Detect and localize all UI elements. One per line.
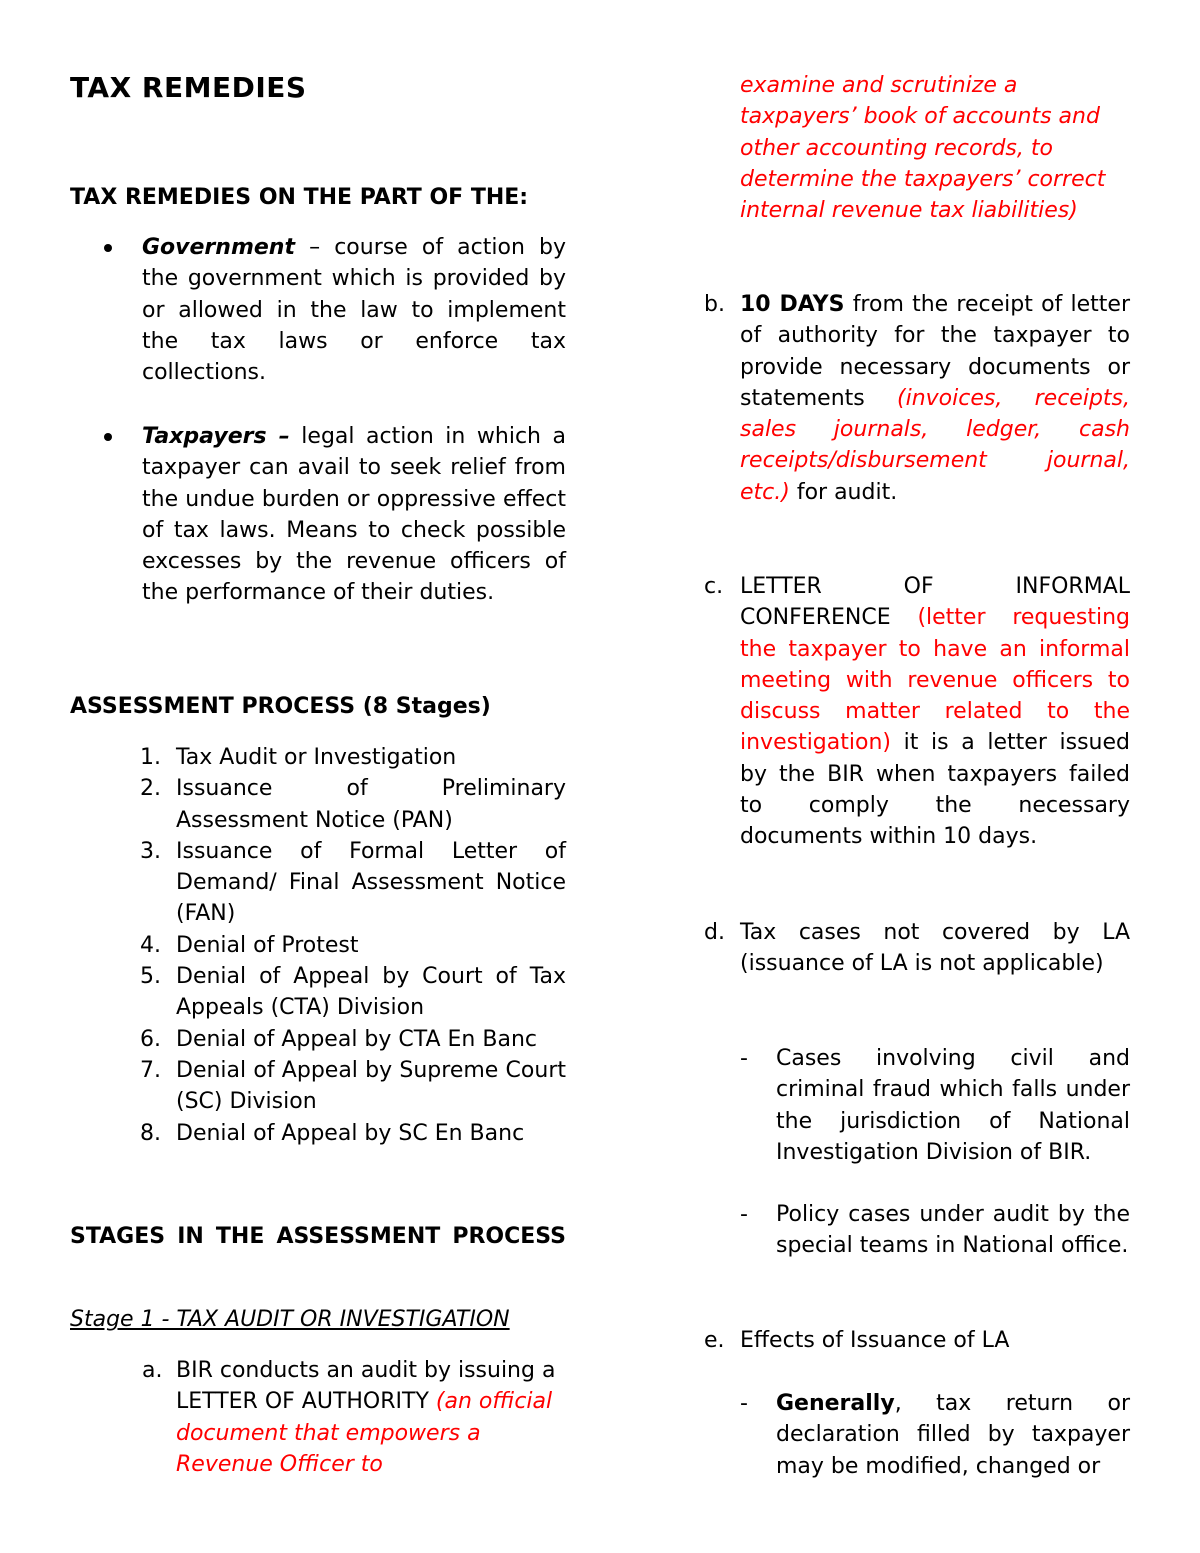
item-b-tail: for audit.: [789, 479, 898, 505]
list-number: 2.: [140, 776, 161, 802]
bullet-dot: [104, 433, 112, 441]
dash-item-generally: [776, 1388, 1130, 1482]
item-d-mark: d.: [704, 920, 725, 945]
dash-item-policy: Policy cases under audit by the special teams in National office.: [776, 1202, 1130, 1259]
taxpayers-definition: legal action in which a taxpayer can avail to seek relief from the undue burden or oppressive effect of tax laws. Means to check possible excesses by the revenue officers of the performance of their duties.: [142, 424, 567, 606]
list-item: [70, 836, 566, 930]
item-b: [740, 289, 1130, 508]
list-text: Tax Audit or Investigation: [176, 745, 457, 770]
list-text: Denial of Appeal by SC En Banc: [176, 1120, 525, 1146]
item-a-red-text: (an official document that empowers a Revenue Officer to: [176, 1389, 553, 1477]
item-b-bold: 10 DAYS: [740, 292, 845, 317]
dash-marker: -: [740, 1046, 748, 1071]
item-a: [176, 1355, 566, 1480]
stage1-heading: Stage 1 - TAX AUDIT OR INVESTIGATION: [70, 1307, 510, 1332]
list-item: [70, 1118, 566, 1149]
generally-bold: Generally: [776, 1391, 895, 1416]
government-definition: – course of action by the government which is provided by or allowed in the law to implement the tax laws or enforce tax collections.: [142, 235, 566, 386]
list-text: Issuance of Formal Letter of Demand/ Final Assessment Notice (FAN): [176, 838, 566, 927]
list-item: [70, 1055, 566, 1118]
dash-marker: -: [740, 1202, 748, 1227]
page-title: TAX REMEDIES: [70, 71, 307, 104]
list-number: 4.: [140, 932, 161, 958]
list-number: 5.: [140, 964, 161, 990]
generally-text: , tax return or declaration filled by taxpayer may be modified, changed or: [776, 1391, 1130, 1479]
bullet-government: [142, 232, 566, 388]
item-b-mark: b.: [704, 292, 725, 317]
list-text: Issuance of Preliminary Assessment Notice (PAN): [176, 776, 566, 833]
item-c-tail: it is a letter issued by the BIR when taxpayers failed to comply the necessary documents within 10 days.: [740, 730, 1130, 850]
item-c-text: LETTER OF INFORMAL CONFERENCE: [740, 574, 1130, 631]
section-heading-stages: [70, 1221, 566, 1252]
section-heading-assessment: ASSESSMENT PROCESS (8 Stages): [70, 694, 491, 719]
list-text: Denial of Protest: [176, 932, 359, 958]
stages-heading-text: STAGES IN THE ASSESSMENT PROCESS: [70, 1224, 566, 1249]
list-item: [70, 930, 566, 961]
item-a-mark: a.: [142, 1358, 163, 1383]
list-text: Denial of Appeal by Court of Tax Appeals (CTA) Division: [176, 964, 566, 1021]
list-number: 8.: [140, 1120, 161, 1146]
list-text: Denial of Appeal by CTA En Banc: [176, 1026, 537, 1052]
bullet-taxpayers: [142, 421, 566, 609]
term-taxpayers: Taxpayers –: [142, 424, 290, 449]
bullet-dot: [104, 244, 112, 252]
item-a-continued: examine and scrutinize a taxpayers’ book of accounts and other accounting records, to determine the taxpayers’ correct internal revenue tax liabilities): [740, 73, 1106, 224]
list-item: [70, 773, 566, 836]
dash-marker: -: [740, 1391, 748, 1416]
list-number: 7.: [140, 1057, 161, 1083]
item-b-text: from the receipt of letter of authority for the taxpayer to provide necessary documents or statements: [740, 292, 1130, 411]
item-c: [740, 571, 1130, 853]
section-heading-remedies: TAX REMEDIES ON THE PART OF THE:: [70, 185, 529, 210]
list-text: Denial of Appeal by Supreme Court (SC) Division: [176, 1057, 566, 1115]
dash-item-fraud: Cases involving civil and criminal fraud which falls under the jurisdiction of National Investigation Division of BIR.: [776, 1046, 1130, 1165]
item-c-red-text: (letter requesting the taxpayer to have an informal meeting with revenue officers to discuss matter related to the investigation): [740, 605, 1130, 756]
list-number: 6.: [140, 1026, 161, 1052]
term-government: Government: [142, 235, 295, 260]
list-item: [70, 1024, 566, 1055]
list-item: [70, 961, 566, 1024]
list-number: 3.: [140, 838, 161, 864]
item-b-red-text: (invoices, receipts, sales journals, ledger, cash receipts/disbursement journal, etc.): [740, 385, 1130, 505]
list-number: 1.: [140, 745, 161, 770]
list-item: [70, 742, 566, 773]
item-c-mark: c.: [704, 574, 724, 599]
item-a-text: BIR conducts an audit by issuing a LETTER OF AUTHORITY: [176, 1358, 556, 1415]
item-d: Tax cases not covered by LA (issuance of LA is not applicable): [740, 920, 1130, 977]
item-e: Effects of Issuance of LA: [740, 1328, 1010, 1353]
item-e-mark: e.: [704, 1328, 725, 1353]
stage-list: [70, 742, 566, 1149]
